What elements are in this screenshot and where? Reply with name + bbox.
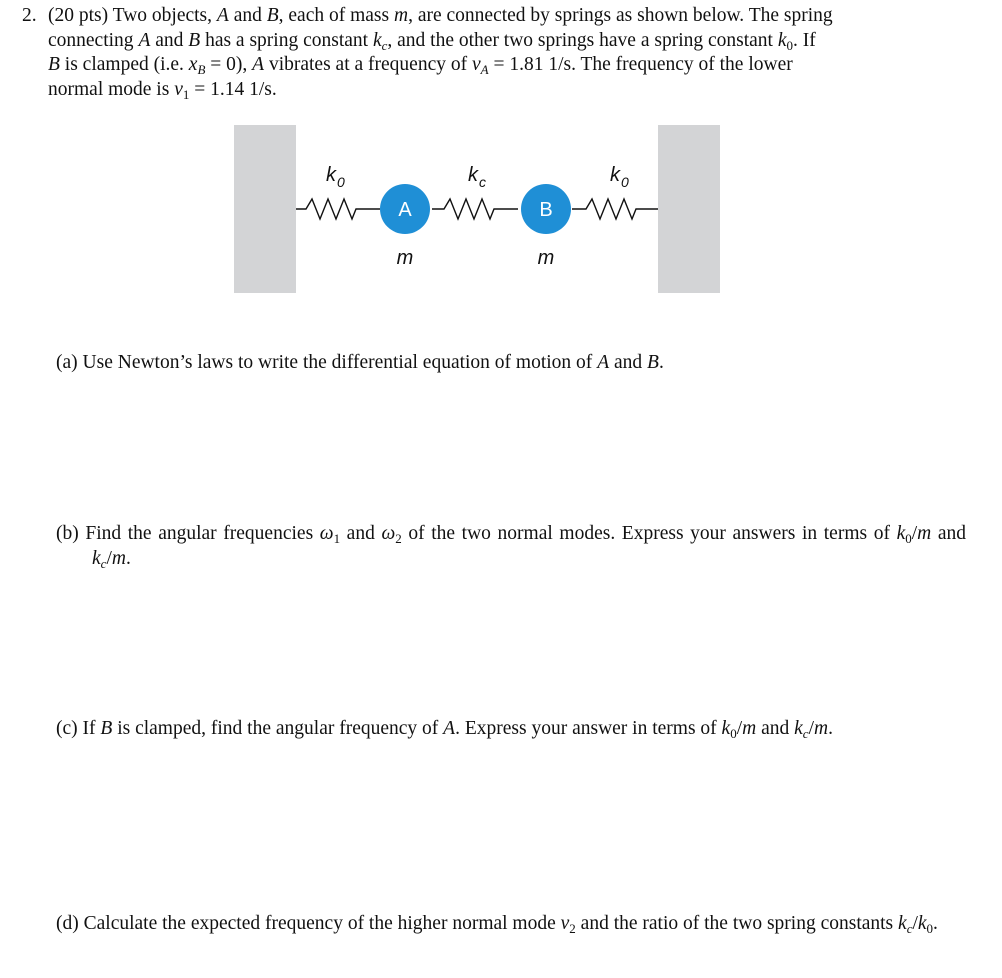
part-a-label: (a) — [56, 352, 78, 373]
problem-statement — [22, 4, 966, 102]
spring-left-sub: 0 — [337, 174, 345, 190]
left-wall — [234, 125, 296, 293]
part-a: (a) Use Newton’s laws to write the differential equation of motion of A and B. — [56, 352, 664, 373]
mass-b-label: B — [539, 199, 553, 221]
part-b-label: (b) — [56, 523, 79, 544]
part-c: (c) If B is clamped, find the angular frequency of A. Express your answer in terms of $k_0/m$ and $k_c/m$. — [56, 718, 833, 741]
problem-line-3: B is clamped (i.e. $x_B = 0$), A vibrates at a frequency of $\nu_A = 1.81$ 1/s. The frequency of the lower — [48, 54, 793, 77]
mass-a-label: A — [398, 199, 412, 221]
part-d-label: (d) — [56, 913, 79, 934]
problem-line-2: connecting A and B has a spring constant $k_c$, and the other two springs have a spring constant $k_0$. If — [48, 29, 816, 53]
spring-right — [572, 199, 658, 219]
spring-left — [296, 199, 380, 219]
mass-b-m: m — [537, 247, 555, 269]
spring-middle — [432, 199, 518, 219]
right-wall — [658, 125, 720, 293]
problem-number: 2. — [22, 5, 37, 26]
spring-mid-k: k — [468, 164, 478, 186]
spring-left-k: k — [326, 164, 336, 186]
mass-a-m: m — [396, 247, 414, 269]
spring-right-sub: 0 — [621, 174, 629, 190]
problem-line-4: normal mode is $\nu_1 = 1.14$ 1/s. — [48, 78, 277, 102]
part-d: (d) Calculate the expected frequency of the higher normal mode $\nu_2$ and the ratio of the two spring constants $k_c/k_0$. — [56, 913, 938, 936]
spring-right-k: k — [610, 164, 620, 186]
part-c-label: (c) — [56, 718, 78, 739]
spring-mid-sub: c — [479, 174, 486, 190]
part-b: (b) Find the angular frequencies $\omega_1$ and $\omega_2$ of the two normal modes. Express your answers in terms of $k_0/m$ and $k_c/m$. — [56, 523, 967, 571]
spring-mass-diagram — [234, 125, 720, 293]
problem-line-1: 2. (20 pts) Two objects, A and B, each of mass m, are connected by springs as shown below. The spring — [22, 4, 966, 29]
